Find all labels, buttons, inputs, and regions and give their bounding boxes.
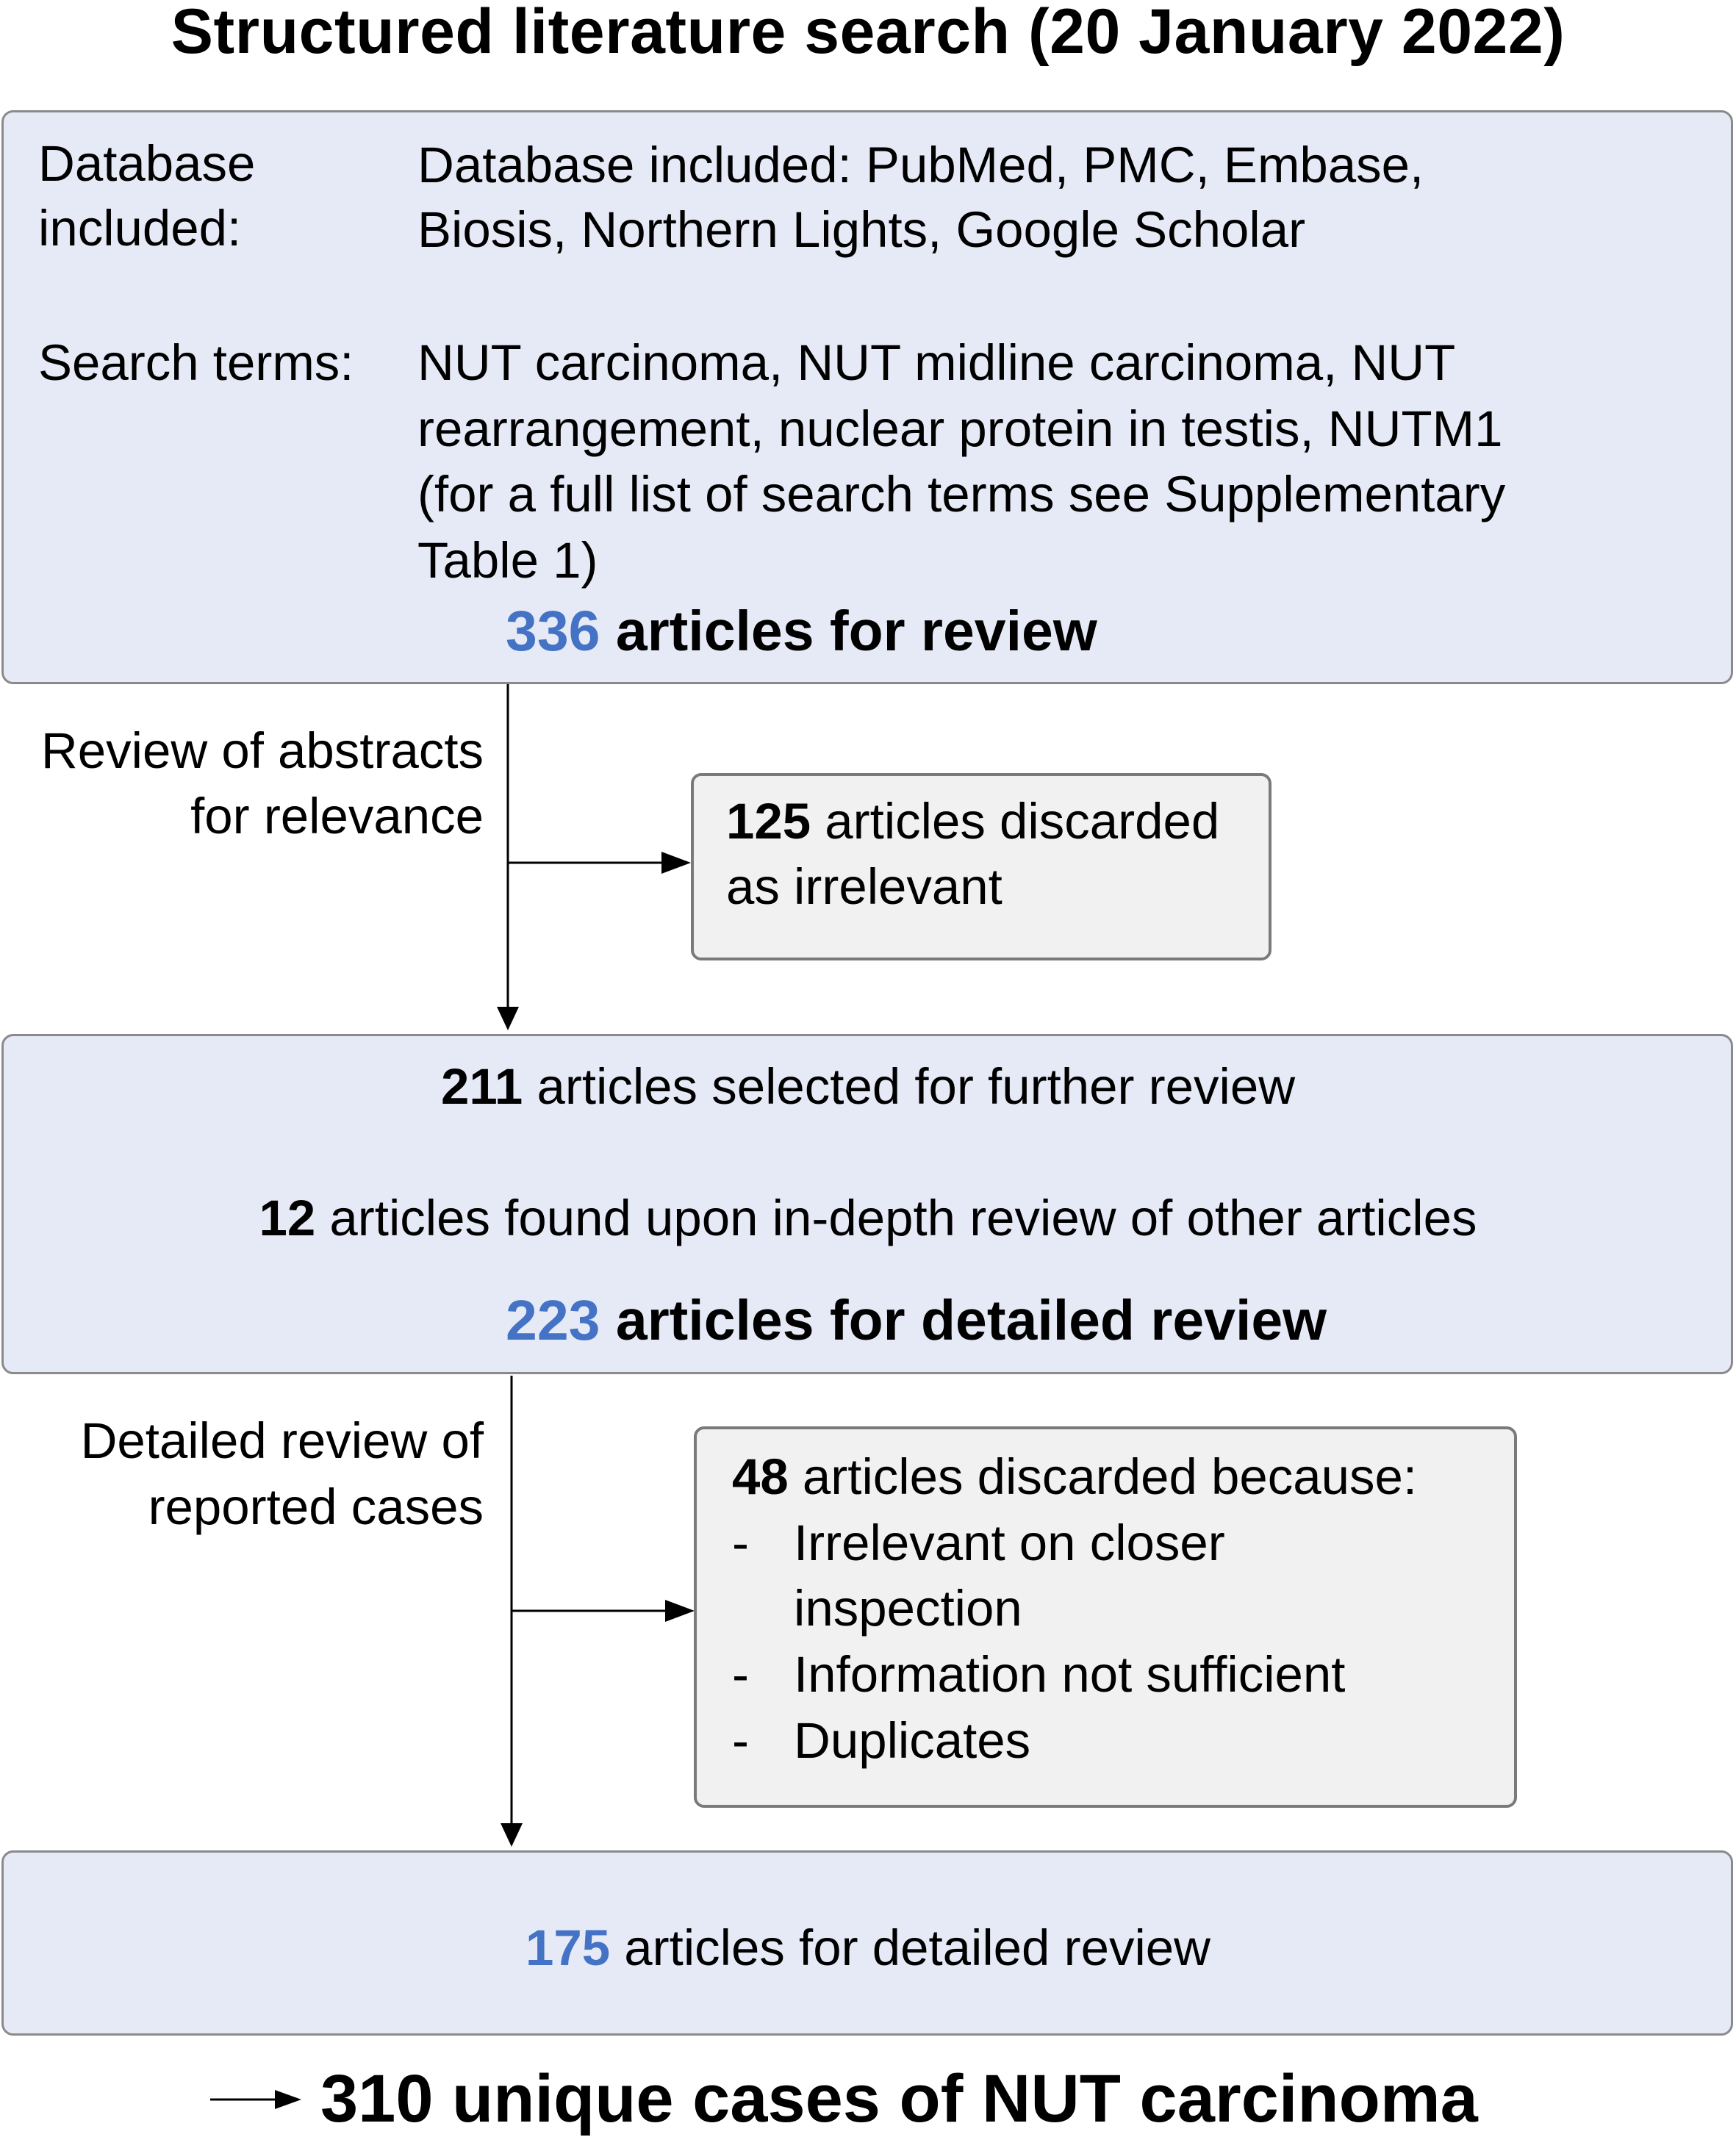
found-count: 12	[259, 1190, 316, 1246]
detailed-review-text: articles for detailed review	[600, 1289, 1327, 1352]
selected-text: articles selected for further review	[523, 1058, 1296, 1115]
found-text: articles found upon in-depth review of other articles	[315, 1190, 1477, 1246]
reason1-line2: inspection	[794, 1580, 1022, 1637]
reason3: Duplicates	[794, 1712, 1031, 1769]
final-result: 310 unique cases of NUT carcinoma	[320, 2061, 1478, 2136]
detailed-review-result	[506, 1287, 1327, 1354]
terms-label: Search terms:	[38, 334, 354, 391]
page-title: Structured literature search (20 January 2022)	[171, 0, 1565, 67]
final-review-text: articles for detailed review	[610, 1919, 1210, 1976]
bullet-dash: -	[732, 1712, 749, 1769]
db-value-line2: Biosis, Northern Lights, Google Scholar	[417, 201, 1306, 258]
discard1-line1	[726, 789, 1219, 854]
bullet-dash: -	[732, 1515, 749, 1571]
db-label-line2: included:	[38, 200, 242, 256]
search-result-text: articles for review	[600, 600, 1097, 663]
found-line	[0, 1185, 1736, 1251]
final-arrowhead	[275, 2090, 301, 2109]
step1-label-line1: Review of abstracts	[40, 722, 484, 779]
bullet-dash: -	[732, 1646, 749, 1703]
reason1-line1: Irrelevant on closer	[794, 1515, 1225, 1571]
branch-arrowhead-1	[661, 852, 691, 874]
discard1-text-line1: articles discarded	[811, 793, 1220, 850]
final-review-line	[0, 1915, 1736, 1980]
final-review-count: 175	[526, 1919, 611, 1976]
selected-count: 211	[440, 1058, 523, 1115]
flow-arrowhead-2	[501, 1823, 523, 1847]
reason2: Information not sufficient	[794, 1646, 1346, 1703]
discard1-text-line2: as irrelevant	[726, 858, 1002, 915]
search-result-count: 336	[506, 600, 600, 663]
db-label-line1: Database	[38, 135, 256, 192]
discard2-count: 48	[732, 1448, 789, 1505]
detailed-review-count: 223	[506, 1289, 600, 1352]
terms-line3: (for a full list of search terms see Supplementary	[417, 466, 1506, 522]
terms-line1: NUT carcinoma, NUT midline carcinoma, NUT	[417, 334, 1456, 391]
step2-label-line2: reported cases	[148, 1479, 484, 1535]
selected-line	[0, 1054, 1736, 1119]
discard2-heading	[732, 1444, 1417, 1509]
branch-arrowhead-2	[665, 1600, 695, 1622]
discard1-count: 125	[726, 793, 811, 850]
terms-line2: rearrangement, nuclear protein in testis, NUTM1	[417, 401, 1503, 457]
step1-label-line2: for relevance	[190, 788, 484, 844]
flow-arrowhead-1	[497, 1007, 519, 1030]
terms-line4: Table 1)	[417, 532, 598, 589]
db-value-line1: Database included: PubMed, PMC, Embase,	[417, 137, 1424, 193]
search-result	[506, 598, 1097, 664]
discard2-text: articles discarded because:	[788, 1448, 1418, 1505]
step2-label-line1: Detailed review of	[80, 1412, 484, 1469]
